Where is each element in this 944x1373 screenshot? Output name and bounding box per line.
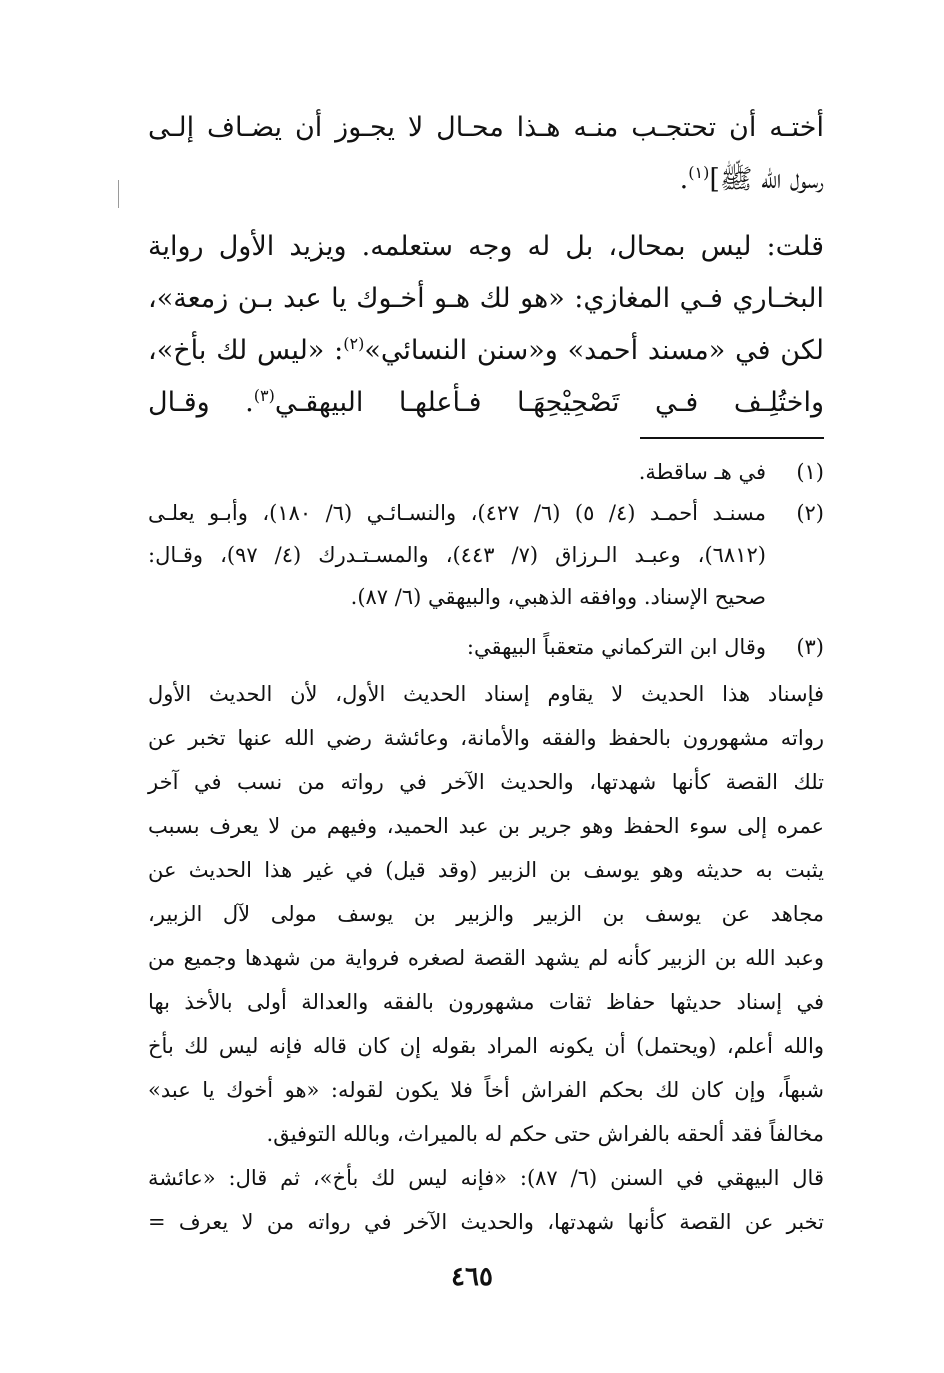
quote-line-13: تخبر عن القصة كأنها شهدتها، والحديث الآخر في رواته من لا يعرف = [148, 1210, 824, 1234]
main-line-2-end: . [679, 164, 689, 195]
quote-line-9: والله أعلم، (ويحتمل) أن يكونه المراد بقوله إن كان قاله فإنه ليس لك بأخ [148, 1034, 824, 1058]
footnote-2-line-1: مسنـد أحمـد (٤/ ٥) (٦/ ٤٢٧)، والنسـائـي (٦/ ١٨٠)، وأبـو يعلـى [148, 501, 766, 525]
main-line-3: قلت: ليس بمحال، بل له وجه ستعلمه. ويزيد الأول رواية [148, 231, 824, 262]
main-line-2-text: رسول الله ﷺ] [709, 164, 824, 195]
footnote-2-line-2: (٦٨١٢)، وعبـد الـرزاق (٧/ ٤٤٣)، والمسـتـدرك (٤/ ٩٧)، وقـال: [148, 543, 766, 567]
footnote-1-number: (١) [796, 460, 824, 484]
main-line-5 [148, 326, 824, 376]
quote-line-11: مخالفاً فقد ألحقه بالفراش حتى حكم له بالميراث، وبالله التوفيق. [266, 1122, 824, 1146]
quote-line-7: وعبد الله بن الزبير كأنه لم يشهد القصة لصغره فرواية من شهدها وجميع من [148, 946, 824, 970]
footnote-1 [148, 452, 824, 492]
footnote-ref-3: (٣) [253, 386, 275, 405]
footnote-3-quote [148, 672, 824, 1252]
footnote-separator [640, 437, 824, 439]
footnote-2 [148, 493, 824, 623]
quote-line-2: رواته مشهورون بالحفظ والفقه والأمانة، وعائشة رضي الله عنها تخبر عن [148, 726, 824, 750]
footnote-3-number: (٣) [796, 635, 824, 659]
quote-line-6: مجاهد عن يوسف بن الزبير والزبير بن يوسف مولى لآل الزبير، [148, 902, 824, 926]
main-line-1: أختـه أن تحتجـب منـه هـذا محـال لا يجـوز أن يضـاف إلـى [148, 112, 824, 143]
margin-mark [118, 180, 119, 208]
main-line-6-text: واختُلِـف فـي تَصْحِيْحِهَـا فـأعلهـا البيهقـي [274, 387, 824, 418]
footnote-ref-2: (٢) [343, 334, 365, 353]
quote-line-3: تلك القصة كأنها شهدتها، والحديث الآخر في رواته من نسب في آخر [148, 770, 824, 794]
footnote-3-intro-row [148, 627, 824, 667]
main-text-block [148, 103, 824, 423]
footnote-2-line-3: صحيح الإسناد. ووافقه الذهبي، والبيهقي (٦/ ٨٧). [350, 585, 766, 609]
main-line-5-end: : «ليس لك بأخ»، [148, 335, 344, 366]
footnote-ref-1: (١) [688, 163, 710, 182]
quote-line-4: عمره إلى سوء الحفظ وهو جرير بن عبد الحميد، وفيهم من لا يعرف بسبب [148, 814, 824, 838]
quote-line-10: شبهاً، وإن كان لك بحكم الفراش أخاً فلا يكون لقوله: «هو أخوك يا عبد» [148, 1078, 824, 1102]
footnote-3-intro: وقال ابن التركماني متعقباً البيهقي: [466, 635, 766, 659]
main-line-2 [148, 155, 824, 205]
main-line-6 [148, 378, 824, 428]
quote-line-12: قال البيهقي في السنن (٦/ ٨٧): «فإنه ليس لك بأخ»، ثم قال: «عائشة [148, 1166, 824, 1190]
page-number: ٤٦٥ [451, 1262, 493, 1292]
footnote-1-text: في هـ ساقطة. [638, 460, 766, 484]
main-line-5-text: لكن في «مسند أحمد» و«سنن النسائي» [364, 335, 824, 366]
main-line-4: البخـاري فـي المغازي: «هو لك هـو أخـوك يا عبد بـن زمعة»، [148, 283, 824, 314]
quote-line-1: فإسناد هذا الحديث لا يقاوم إسناد الحديث الأول، لأن الحديث الأول [148, 682, 824, 706]
main-line-6-end: . وقـال [148, 387, 254, 418]
footnote-2-number: (٢) [796, 501, 824, 525]
quote-line-5: يثبت به حديثه وهو يوسف بن الزبير (وقد قيل) في غير هذا الحديث عن [148, 858, 824, 882]
quote-line-8: في إسناد حديثها حفاظ ثقات مشهورون بالفقه والعدالة أولى بالأخذ بها [148, 990, 824, 1014]
